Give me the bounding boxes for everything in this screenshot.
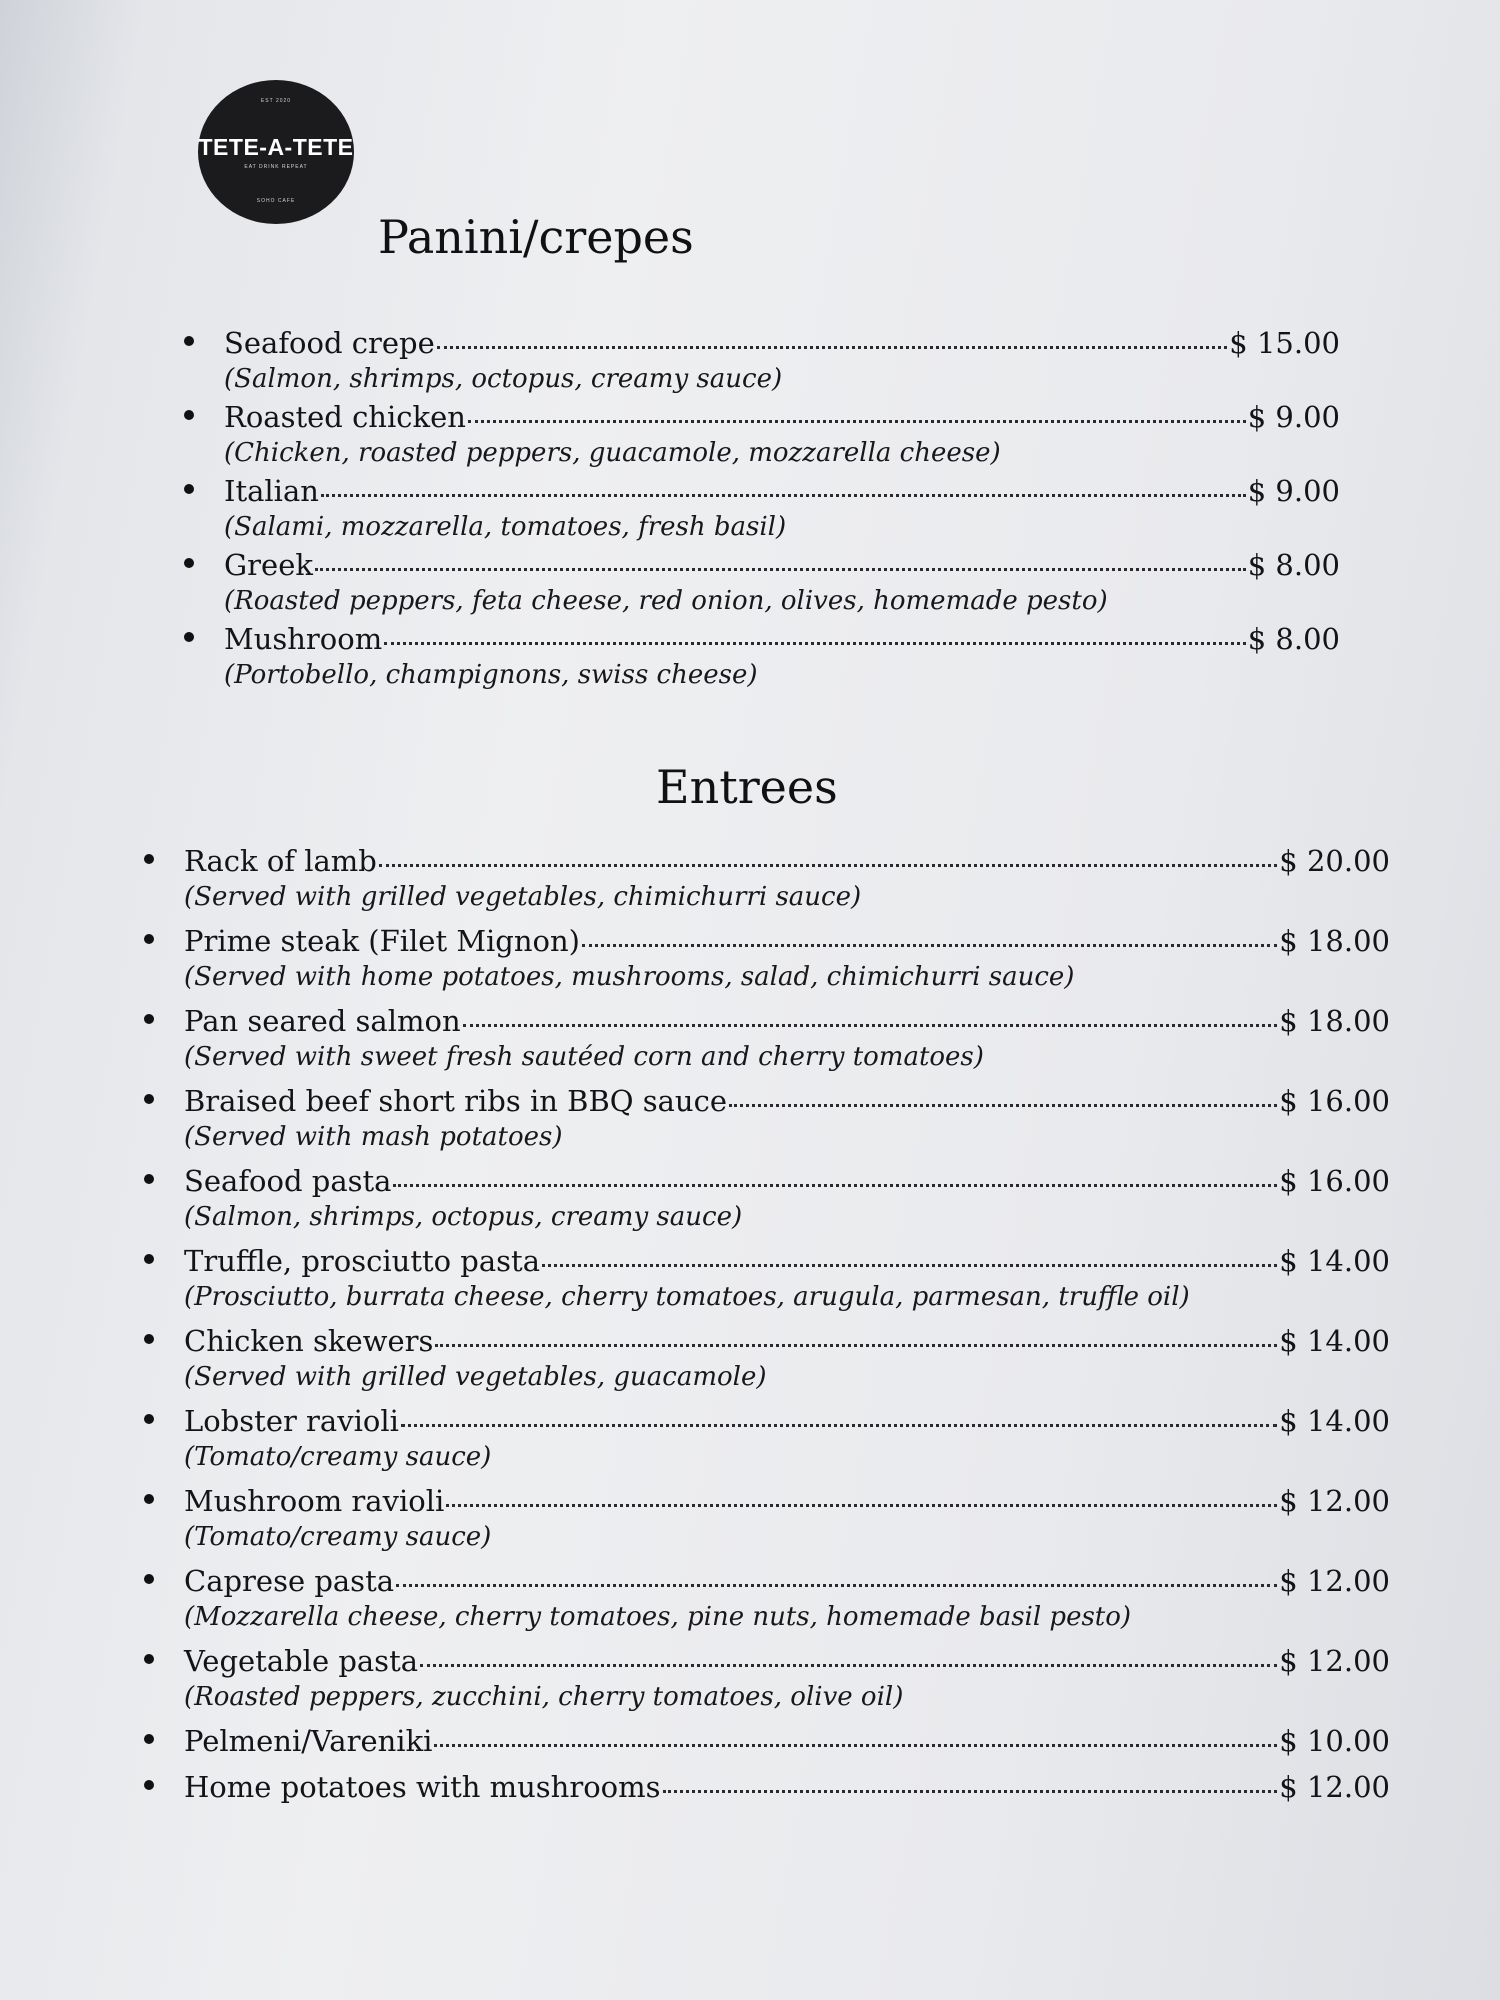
logo-top-text: EST 2020 xyxy=(260,98,292,104)
item-description: (Mozzarella cheese, cherry tomatoes, pine nuts, homemade basil pesto) xyxy=(184,1602,1132,1632)
item-description: (Served with sweet fresh sautéed corn and cherry tomatoes) xyxy=(184,1042,984,1072)
menu-item xyxy=(180,620,1340,694)
item-description: (Tomato/creamy sauce) xyxy=(184,1442,492,1472)
menu-item xyxy=(180,398,1340,472)
menu-item xyxy=(180,472,1340,546)
item-name: Mushroom ravioli xyxy=(184,1484,445,1518)
menu-item xyxy=(140,1162,1390,1242)
dotted-leader xyxy=(384,642,1246,645)
section-title-entrees: Entrees xyxy=(656,760,838,814)
item-name: Truffle, prosciutto pasta xyxy=(184,1244,540,1278)
dotted-leader xyxy=(434,1744,1277,1747)
menu-item xyxy=(140,922,1390,1002)
item-price: $ 12.00 xyxy=(1279,1770,1390,1804)
item-price: $ 8.00 xyxy=(1247,622,1340,656)
item-price: $ 18.00 xyxy=(1279,1004,1390,1038)
item-price: $ 15.00 xyxy=(1229,326,1340,360)
item-description: (Salami, mozzarella, tomatoes, fresh basil) xyxy=(224,512,787,542)
dotted-leader xyxy=(420,1664,1277,1667)
item-price: $ 12.00 xyxy=(1279,1644,1390,1678)
item-price: $ 16.00 xyxy=(1279,1164,1390,1198)
item-description: (Served with grilled vegetables, guacamole) xyxy=(184,1362,767,1392)
dotted-leader xyxy=(393,1184,1277,1187)
item-price: $ 12.00 xyxy=(1279,1484,1390,1518)
item-name: Home potatoes with mushrooms xyxy=(184,1770,661,1804)
dotted-leader xyxy=(542,1264,1277,1267)
bullet-icon xyxy=(144,1014,154,1024)
item-description: (Tomato/creamy sauce) xyxy=(184,1522,492,1552)
logo-name: TETE-A-TETE xyxy=(198,134,354,160)
item-description: (Chicken, roasted peppers, guacamole, mozzarella cheese) xyxy=(224,438,1001,468)
section-title-panini-crepes: Panini/crepes xyxy=(378,210,694,264)
menu-item xyxy=(140,1242,1390,1322)
item-price: $ 16.00 xyxy=(1279,1084,1390,1118)
menu-item xyxy=(140,1642,1390,1722)
item-description: (Served with home potatoes, mushrooms, salad, chimichurri sauce) xyxy=(184,962,1075,992)
bullet-icon xyxy=(144,1174,154,1184)
menu-item xyxy=(140,1722,1390,1768)
item-name: Seafood crepe xyxy=(224,326,435,360)
dotted-leader xyxy=(729,1104,1277,1107)
cafe-logo xyxy=(198,80,354,224)
bullet-icon xyxy=(144,854,154,864)
item-price: $ 8.00 xyxy=(1247,548,1340,582)
item-name: Lobster ravioli xyxy=(184,1404,399,1438)
bullet-icon xyxy=(144,1574,154,1584)
dotted-leader xyxy=(396,1584,1277,1587)
item-description: (Salmon, shrimps, octopus, creamy sauce) xyxy=(224,364,783,394)
item-name: Pelmeni/Vareniki xyxy=(184,1724,433,1758)
dotted-leader xyxy=(401,1424,1277,1427)
menu-item xyxy=(140,1082,1390,1162)
entrees-list xyxy=(140,842,1390,1814)
dotted-leader xyxy=(663,1790,1278,1793)
bullet-icon xyxy=(144,934,154,944)
menu-item xyxy=(140,1322,1390,1402)
bullet-icon xyxy=(144,1334,154,1344)
item-price: $ 9.00 xyxy=(1247,474,1340,508)
menu-item xyxy=(140,1002,1390,1082)
item-price: $ 12.00 xyxy=(1279,1564,1390,1598)
dotted-leader xyxy=(468,420,1246,423)
bullet-icon xyxy=(184,484,194,494)
dotted-leader xyxy=(379,864,1277,867)
bullet-icon xyxy=(144,1494,154,1504)
item-description: (Prosciutto, burrata cheese, cherry tomatoes, arugula, parmesan, truffle oil) xyxy=(184,1282,1190,1312)
item-description: (Served with mash potatoes) xyxy=(184,1122,563,1152)
item-description: (Roasted peppers, zucchini, cherry tomatoes, olive oil) xyxy=(184,1682,904,1712)
menu-item xyxy=(140,1768,1390,1814)
item-price: $ 9.00 xyxy=(1247,400,1340,434)
item-description: (Roasted peppers, feta cheese, red onion, olives, homemade pesto) xyxy=(224,586,1108,616)
item-name: Braised beef short ribs in BBQ sauce xyxy=(184,1084,727,1118)
bullet-icon xyxy=(144,1780,154,1790)
menu-item xyxy=(140,1402,1390,1482)
item-name: Roasted chicken xyxy=(224,400,466,434)
logo-bottom-text: SOHO CAFE xyxy=(256,198,296,204)
bullet-icon xyxy=(144,1414,154,1424)
bullet-icon xyxy=(144,1094,154,1104)
menu-item xyxy=(140,842,1390,922)
item-price: $ 14.00 xyxy=(1279,1324,1390,1358)
menu-item xyxy=(140,1562,1390,1642)
item-name: Caprese pasta xyxy=(184,1564,395,1598)
item-price: $ 14.00 xyxy=(1279,1404,1390,1438)
item-description: (Salmon, shrimps, octopus, creamy sauce) xyxy=(184,1202,743,1232)
item-name: Chicken skewers xyxy=(184,1324,434,1358)
item-name: Seafood pasta xyxy=(184,1164,392,1198)
item-name: Rack of lamb xyxy=(184,844,377,878)
dotted-leader xyxy=(437,346,1228,349)
item-price: $ 20.00 xyxy=(1279,844,1390,878)
dotted-leader xyxy=(321,494,1246,497)
item-name: Italian xyxy=(224,474,319,508)
menu-item xyxy=(140,1482,1390,1562)
dotted-leader xyxy=(582,944,1277,947)
dotted-leader xyxy=(463,1024,1278,1027)
item-price: $ 14.00 xyxy=(1279,1244,1390,1278)
bullet-icon xyxy=(184,632,194,642)
bullet-icon xyxy=(144,1734,154,1744)
item-name: Mushroom xyxy=(224,622,383,656)
bullet-icon xyxy=(184,410,194,420)
bullet-icon xyxy=(144,1254,154,1264)
menu-item xyxy=(180,324,1340,398)
bullet-icon xyxy=(144,1654,154,1664)
dotted-leader xyxy=(446,1504,1277,1507)
item-description: (Served with grilled vegetables, chimichurri sauce) xyxy=(184,882,862,912)
menu-item xyxy=(180,546,1340,620)
item-description: (Portobello, champignons, swiss cheese) xyxy=(224,660,758,690)
item-name: Pan seared salmon xyxy=(184,1004,461,1038)
bullet-icon xyxy=(184,558,194,568)
item-name: Greek xyxy=(224,548,313,582)
panini-crepes-list xyxy=(180,324,1340,694)
item-name: Prime steak (Filet Mignon) xyxy=(184,924,580,958)
dotted-leader xyxy=(315,568,1246,571)
item-price: $ 18.00 xyxy=(1279,924,1390,958)
dotted-leader xyxy=(435,1344,1277,1347)
logo-tagline: EAT DRINK REPEAT xyxy=(244,164,308,170)
item-name: Vegetable pasta xyxy=(184,1644,419,1678)
item-price: $ 10.00 xyxy=(1279,1724,1390,1758)
bullet-icon xyxy=(184,336,194,346)
